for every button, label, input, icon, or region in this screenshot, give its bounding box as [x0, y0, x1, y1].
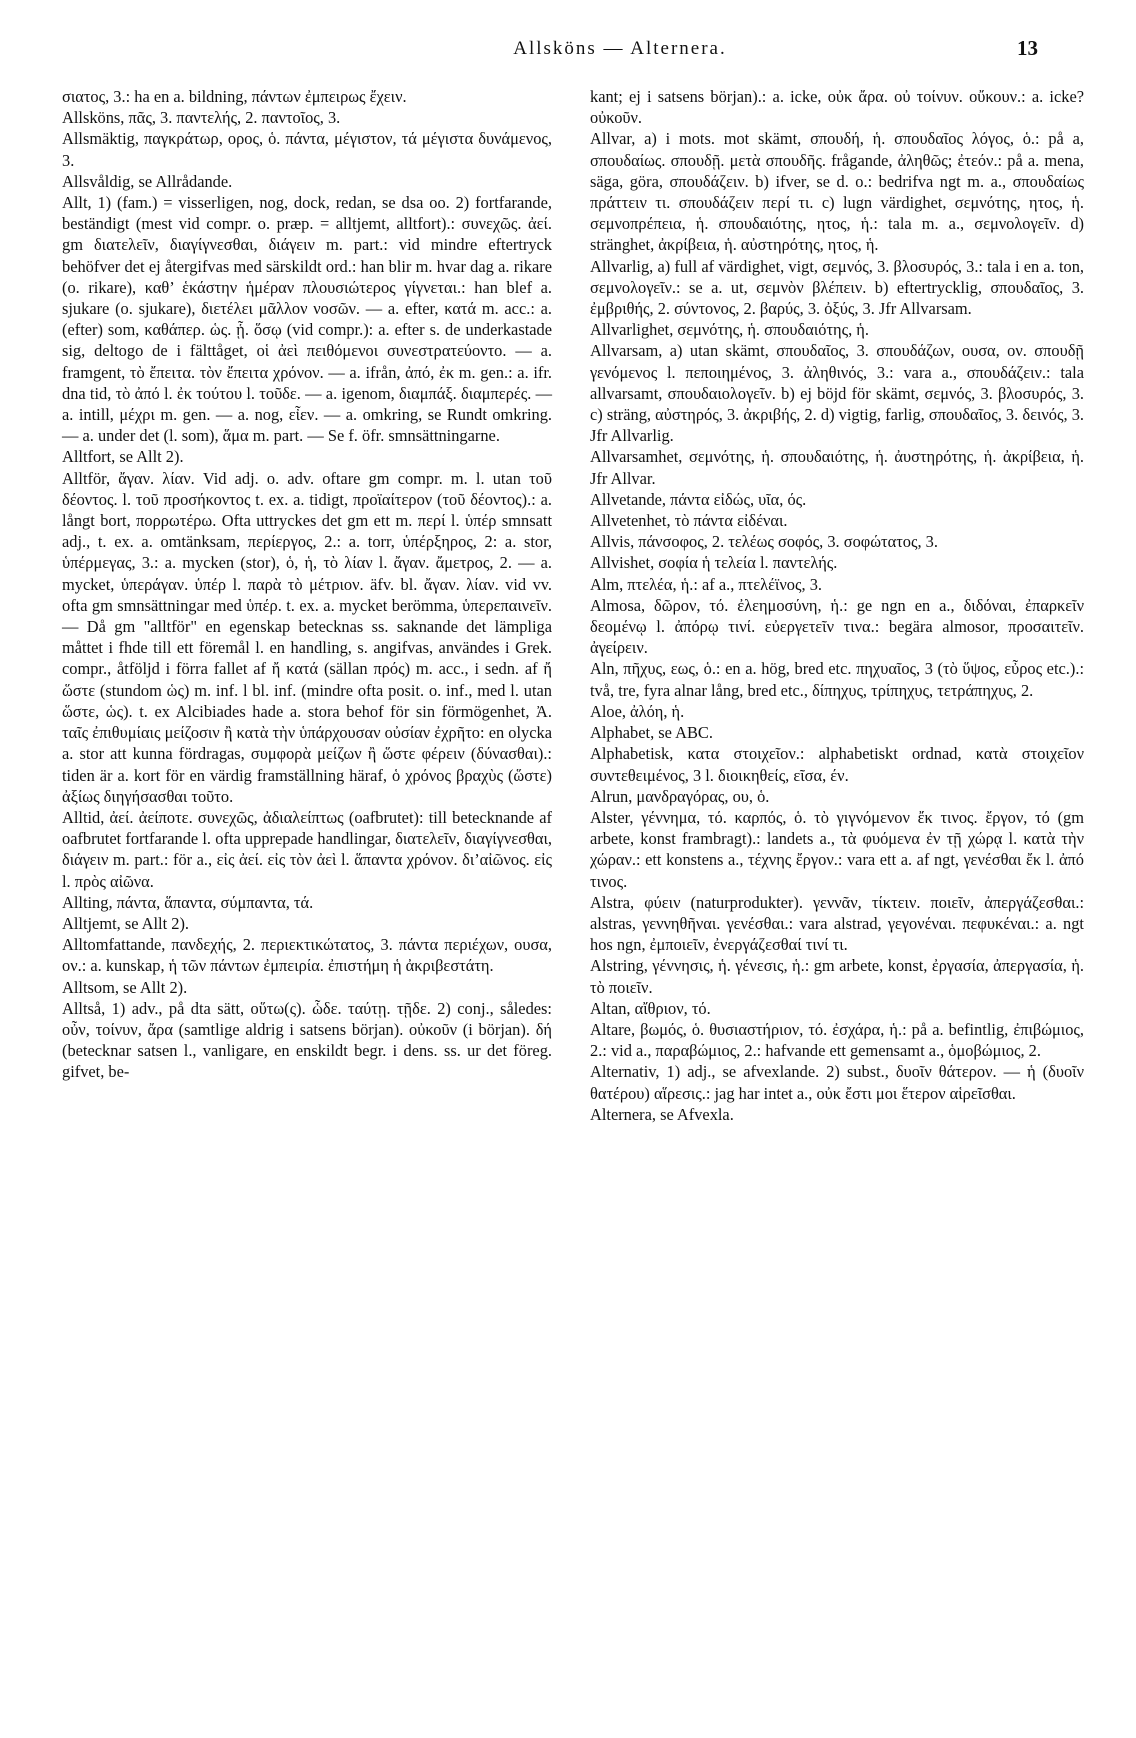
dictionary-entry: Alm, πτελέα, ἡ.: af a., πτελέϊνος, 3. [590, 574, 822, 594]
dictionary-entry: Allvar, a) i mots. mot skämt, σπουδή, ἡ. σπουδαῖος λόγος, ὁ.: på a, σπουδαίως. σπουδῇ. μετὰ σπουδῆς. frågande, ἀληθῶς; ἐτεόν.: på a. mena, säga, göra, σπουδάζειν. b) ifver, se d. o.: bedrifva ngt m. a., σπουδαίως πράττειν τι. σπουδάζειν περί τι. c) lugn värdighet, σεμνότης, ητος, ἡ. σεμνοπρέπεια, ἡ. σπουδαιότης, ητος, ἡ.: tala m. a., σεμνολογεῖν. d) stränghet, ἀκρίβεια, ἡ. αὐστηρότης, ητος, ἡ. [590, 129, 1084, 255]
dictionary-entry: Allt, 1) (fam.) = visserligen, nog, dock, redan, se dsa oo. 2) fortfarande, beständigt (mest vid compr. o. præp. = alltjemt, alltfort).: συνεχῶς. ἀεί. gm διατελεῖν, διαγίγνεσθαι, διάγειν m. part.: vid mindre eftertryck behöfver det ej återgifvas med särskildt ord.: han blir m. hvar dag a. rikare (o. rikare), καθ’ ἑκάστην ἡμέραν πλουσιώτερος γίγνεται.: han blef a. sjukare (o. sjukare), διετέλει μᾶλλον νοσῶν. — a. efter, κατά m. acc.: a. (efter) som, καθάπερ. ὡς. ᾗ. ὅσῳ (vid compr.): a. efter s. de underkastade sig, deltogo de i fälttåget, οἱ ἀεὶ πειθόμενοι συνεστρατεύοντο. — a. framgent, τὸ ἔπειτα. τὸν ἔπειτα χρόνον. — a. ifrån, ἀπό, ἐκ m. gen.: a. ifr. dna tid, τὸ ἀπό l. ἐκ τούτου l. τοῦδε. — a. igenom, διαμπάξ. διαμπερές. — a. intill, μέχρι m. gen. — a. nog, εἶεν. — a. omkring, se Rundt omkring. — a. under det (l. som), ἅμα m. part. — Se f. öfr. smnsättningarne. [62, 193, 552, 446]
dictionary-entry: Almosa, δῶρον, τό. ἐλεημοσύνη, ἡ.: ge ngn en a., διδόναι, ἐπαρκεῖν δεομένῳ l. ἀπόρῳ τινί. εὐεργετεῖν τινα.: begära almosor, προσαιτεῖν. ἀγείρειν. [590, 595, 1084, 658]
dictionary-entry: Alltså, 1) adv., på dta sätt, οὕτω(ς). ὧδε. ταύτῃ. τῇδε. 2) conj., således: οὖν, τοίνυν, ἄρα (samtlige aldrig i satsens början). οὐκοῦν (i början). δή (betecknar satsen l., vanligare, en enskildt begr. i dens. ss. ur det föreg. gifvet, be- [62, 998, 552, 1082]
dictionary-entry: Alternera, se Afvexla. [590, 1104, 734, 1124]
dictionary-entry: Alstring, γέννησις, ἡ. γένεσις, ἡ.: gm arbete, konst, ἐργασία, ἀπεργασία, ἡ. τὸ ποιεῖν. [590, 956, 1084, 997]
dictionary-entry: Altan, αἴθριον, τό. [590, 998, 711, 1018]
dictionary-entry: Allting, πάντα, ἅπαντα, σύμπαντα, τά. [62, 892, 314, 912]
dictionary-entry: Alltid, ἀεί. ἀείποτε. συνεχῶς, ἀδιαλείπτως (oafbrutet): till betecknande af oafbrutet fortfarande l. ofta upprepade handlingar, διατελεῖν, διαγίγνεσθαι, διάγειν m. part.: för a., εἰς ἀεί. εἰς τὸν ἀεὶ l. ἅπαντα χρόνον. δι’αἰῶνος. εἰς l. πρὸς αἰῶνα. [62, 807, 552, 891]
dictionary-entry: Alternativ, 1) adj., se afvexlande. 2) subst., δυοῖν θάτερον. — ἡ (δυοῖν θατέρου) αἵρεσις.: jag har intet a., οὐκ ἔστι μοι ἕτερον αἱρεῖσθαι. [590, 1062, 1084, 1103]
left-column [62, 86, 552, 1083]
dictionary-entry: σιατος, 3.: ha en a. bildning, πάντων ἐμπειρως ἔχειν. [62, 87, 407, 106]
dictionary-entry: Alltsom, se Allt 2). [62, 977, 188, 997]
dictionary-entry: Alltfort, se Allt 2). [62, 447, 184, 467]
dictionary-entry: Alphabet, se ABC. [590, 723, 713, 743]
dictionary-entry: Alltomfattande, πανδεχής, 2. περιεκτικώτατος, 3. πάντα περιέχων, ουσα, ον.: a. kunskap, ἡ τῶν πάντων ἐμπειρία. ἐπιστήμη ἡ ἀκριβεστάτη. [62, 935, 552, 976]
running-head: Allsköns — Alternera. [513, 38, 727, 59]
dictionary-entry: Alphabetisk, κατα στοιχεῖον.: alphabetiskt ordnad, κατὰ στοιχεῖον συντεθειμένος, 3 l. διοικηθείς, εῖσα, έν. [590, 744, 1084, 785]
dictionary-entry: Allsvåldig, se Allrådande. [62, 171, 233, 191]
dictionary-entry: Allsmäktig, παγκράτωρ, ορος, ὁ. πάντα, μέγιστον, τά μέγιστα δυνάμενος, 3. [62, 129, 552, 170]
dictionary-entry: Allvarsamhet, σεμνότης, ἡ. σπουδαιότης, ἡ. ἀυστηρότης, ἡ. ἀκρίβεια, ἡ. Jfr Allvar. [590, 447, 1084, 488]
dictionary-entry: Allvetande, πάντα εἰδώς, υῖα, ός. [590, 489, 807, 509]
dictionary-entry: Allvarlighet, σεμνότης, ἡ. σπουδαιότης, ἡ. [590, 320, 869, 340]
dictionary-entry: Alltför, ἄγαν. λίαν. Vid adj. o. adv. oftare gm compr. m. l. utan τοῦ δέοντος. l. τοῦ προσήκοντος t. ex. a. tidigt, προϊαίτερον (τοῦ δέοντος).: a. långt bort, πορρωτέρω. Ofta uttryckes det gm ett m. περί l. ὑπέρ smnsatt adj., t. ex. a. omtänksam, περίεργος, 2.: a. torr, ὑπέρξηρος, 2: a. stor, ὑπέρμεγας, 3.: a. mycken (stor), ὁ, ἡ, τὸ λίαν l. ἄγαν. ἄμετρος, 2. — a. mycket, ὑπεράγαν. ὑπέρ l. παρὰ τὸ μέτριον. äfv. bl. ἄγαν. λίαν. vid vv. ofta gm smnsättningar med ὑπέρ. t. ex. a. mycket berömma, ὑπερεπαινεῖν. — Då gm "alltför" en egenskap betecknas ss. saknande det lämpliga måttet i fhde till ett föremål l. en handling, s. angifvas, användes i Grek. compr., åtföljd i förra fallet af ἤ κατά (sällan πρός) m. acc., i sedn. af ἤ ὥστε (stundom ὡς) m. inf. l bl. inf. (mindre ofta posit. o. inf., med l. utan ὥστε, ὡς). t. ex Alcibiades hade a. stora behof för sin förmögenhet, Ἀ. ταῖς ἐπιθυμίαις μείζοσιν ἢ κατὰ τὴν ὑπάρχουσαν οὐσίαν ἐχρῆτο: en olycka a. stor att kunna fördragas, συμφορὰ μείζων ἢ ὥστε φέρειν (δύνασθαι).: tiden är a. kort för en värdig framställning häraf, ὁ χρόνος βραχὺς (ὥστε) ἀξίως διηγήσασθαι τοῦτο. [62, 468, 552, 806]
dictionary-entry: Aln, πῆχυς, εως, ὁ.: en a. hög, bred etc. πηχυαῖος, 3 (τὸ ὕψος, εὖρος etc.).: två, tre, fyra alnar lång, bred etc., δίπηχυς, τρίπηχυς, τετράπηχυς, 2. [590, 659, 1084, 700]
dictionary-entry: Alrun, μανδραγόρας, ου, ὁ. [590, 786, 770, 806]
dictionary-entry: Allvarlig, a) full af värdighet, vigt, σεμνός, 3. βλοσυρός, 3.: tala i en a. ton, σεμνολογεῖν.: se a. ut, σεμνὸν βλέπειν. b) eftertrycklig, σπουδαῖος, 3. ἐμβριθής, 2. σύντονος, 2. βαρύς, 3. ὀξύς, 3. Jfr Allvarsam. [590, 256, 1084, 319]
page-number: 13 [1017, 36, 1038, 60]
dictionary-entry: Allvis, πάνσοφος, 2. τελέως σοφός, 3. σοφώτατος, 3. [590, 532, 938, 552]
dictionary-entry: Aloe, ἀλόη, ἡ. [590, 701, 685, 721]
dictionary-entry: Allsköns, πᾶς, 3. παντελής, 2. παντοῖος, 3. [62, 108, 341, 128]
dictionary-entry: kant; ej i satsens början).: a. icke, οὐκ ἄρα. οὐ τοίνυν. οὔκουν.: a. icke? οὐκοῦν. [590, 87, 1084, 128]
dictionary-entry: Alster, γέννημα, τό. καρπός, ὁ. τὸ γιγνόμενον ἔκ τινος. ἔργον, τό (gm arbete, konst frambragt).: landets a., τὰ φυόμενα ἐν τῇ χώρᾳ l. κατὰ τὴν χώραν.: ett konstens a., τέχνης ἔργον.: vara ett a. af ngt, γενέσθαι ἔκ l. ἀπό τινος. [590, 807, 1084, 891]
dictionary-entry: Allvarsam, a) utan skämt, σπουδαῖος, 3. σπουδάζων, ουσα, ον. σπουδῇ γενόμενος l. πεποιημένος, 3. ἀληθινός, 3.: vara a., σπουδάζειν.: tala allvarsamt, σπουδαιολογεῖν. b) ej böjd för skämt, σεμνός, 3. βλοσυρός, 3. c) sträng, αὐστηρός, 3. ἀκριβής, 2. d) vigtig, farlig, σπουδαῖος, 3. δεινός, 3. Jfr Allvarlig. [590, 341, 1084, 446]
dictionary-entry: Altare, βωμός, ὁ. θυσιαστήριον, τό. ἐσχάρα, ἡ.: på a. befintlig, ἐπιβώμιος, 2.: vid a., παραβώμιος, 2.: hafvande ett gemensamt a., ὁμοβώμιος, 2. [590, 1019, 1084, 1061]
dictionary-entry: Alstra, φύειν (naturprodukter). γεννᾶν, τίκτειν. ποιεῖν, ἀπεργάζεσθαι.: alstras, γεννηθῆναι. γενέσθαι.: vara alstrad, γεγονέναι. πεφυκέναι.: a. ngt hos ngn, ἐμποιεῖν, ἐνεργάζεσθαί τινί τι. [590, 892, 1084, 955]
dictionary-entry: Allvetenhet, τὸ πάντα εἰδέναι. [590, 511, 788, 531]
dictionary-entry: Alltjemt, se Allt 2). [62, 913, 190, 933]
right-column [590, 86, 1084, 1125]
dictionary-entry: Allvishet, σοφία ἡ τελεία l. παντελής. [590, 553, 838, 573]
